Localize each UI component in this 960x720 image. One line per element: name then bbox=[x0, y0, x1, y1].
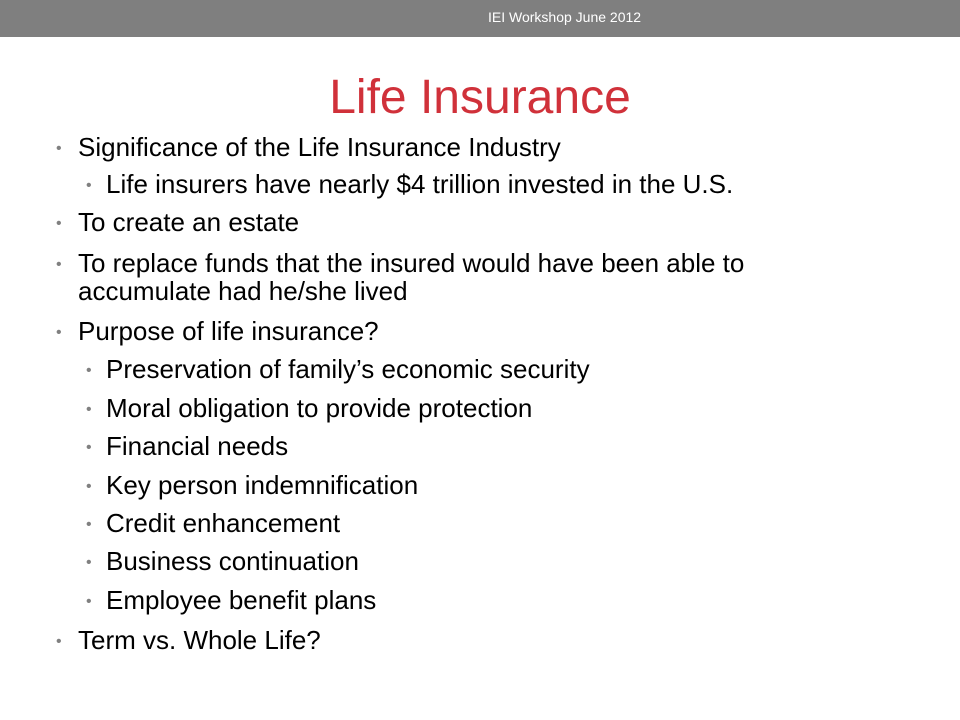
bullet-dot-icon: • bbox=[86, 401, 92, 418]
bullet-dot-icon: • bbox=[86, 554, 92, 571]
bullet-item bbox=[86, 546, 359, 576]
bullet-item bbox=[56, 248, 745, 278]
bullet-text: Preservation of family’s economic security bbox=[106, 354, 590, 384]
bullet-text: accumulate had he/she lived bbox=[78, 276, 408, 306]
bullet-item bbox=[86, 354, 590, 384]
bullet-dot-icon: • bbox=[56, 324, 62, 341]
bullet-text: To replace funds that the insured would have been able to bbox=[78, 248, 745, 278]
bullet-text: Moral obligation to provide protection bbox=[106, 393, 533, 423]
bullet-dot-icon: • bbox=[86, 593, 92, 610]
bullet-item bbox=[56, 132, 561, 162]
bullet-item bbox=[56, 207, 300, 237]
bullet-text: Employee benefit plans bbox=[106, 585, 377, 615]
bullet-dot-icon: • bbox=[86, 362, 92, 379]
bullet-text: Purpose of life insurance? bbox=[78, 316, 379, 346]
bullet-item bbox=[86, 508, 341, 538]
bullet-dot-icon: • bbox=[86, 516, 92, 533]
bullet-item bbox=[86, 431, 289, 461]
bullet-text: To create an estate bbox=[78, 207, 300, 237]
bullet-text: Significance of the Life Insurance Industry bbox=[78, 132, 561, 162]
bullet-dot-icon: • bbox=[56, 215, 62, 232]
bullet-item bbox=[56, 316, 379, 346]
bullet-item bbox=[86, 585, 377, 615]
bullet-item bbox=[56, 625, 321, 655]
header-bar bbox=[0, 0, 960, 37]
bullet-text: Financial needs bbox=[106, 431, 289, 461]
bullet-item bbox=[86, 393, 533, 423]
bullet-continuation bbox=[78, 278, 408, 304]
bullet-text: Term vs. Whole Life? bbox=[78, 625, 321, 655]
header-text: IEI Workshop June 2012 bbox=[488, 9, 642, 25]
bullet-item bbox=[86, 470, 419, 500]
bullet-dot-icon: • bbox=[86, 177, 92, 194]
bullet-text: Business continuation bbox=[106, 546, 359, 576]
slide-title: Life Insurance bbox=[329, 71, 631, 124]
bullet-text: Key person indemnification bbox=[106, 470, 419, 500]
bullet-dot-icon: • bbox=[56, 633, 62, 650]
bullet-dot-icon: • bbox=[86, 478, 92, 495]
bullet-text: Life insurers have nearly $4 trillion invested in the U.S. bbox=[106, 169, 734, 199]
bullet-dot-icon: • bbox=[86, 439, 92, 456]
bullet-item bbox=[86, 169, 734, 199]
bullet-dot-icon: • bbox=[56, 140, 62, 157]
bullet-dot-icon: • bbox=[56, 256, 62, 273]
bullet-text: Credit enhancement bbox=[106, 508, 341, 538]
